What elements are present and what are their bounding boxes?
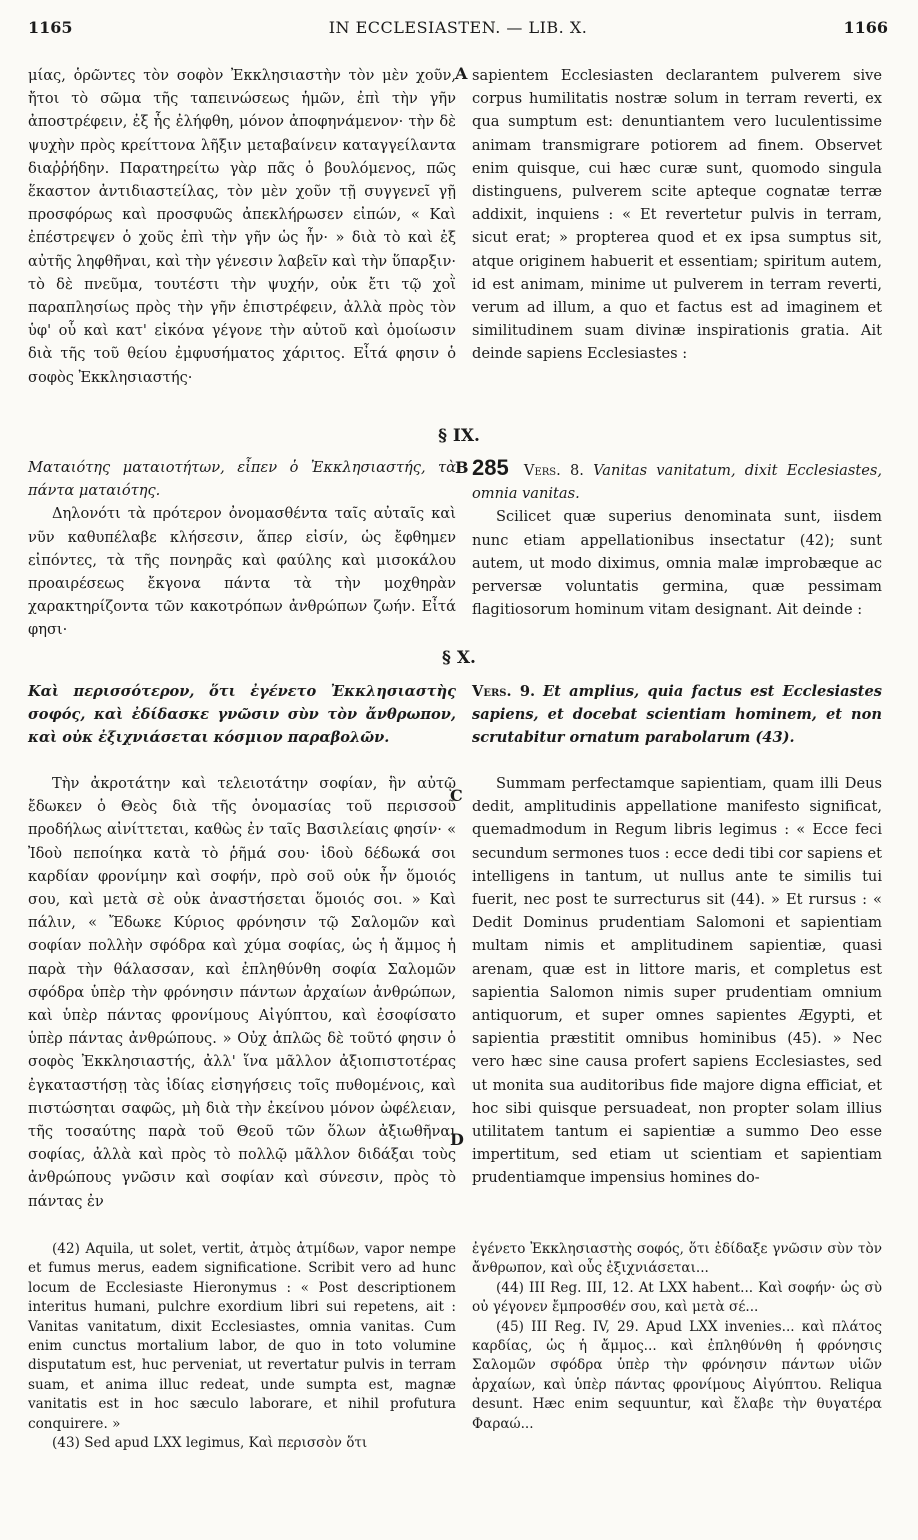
section-title-ix: § IX. — [438, 426, 480, 446]
latin-paragraph: sapientem Ecclesiasten declarantem pulverem sive corpus humilitatis nostræ solum in terram reverti, ex qua sumptum est: denuntiantem vero luculentissime animam transmigrare potiorem ad finem. Observet enim quisque, cui hæc curæ sunt, quomodo singula distinguens, pulverem scite apteque cognatæ terræ addixit, inquiens : « Et revertetur pulvis in terram, sicut erat; » propterea quod et ex ipsa sumptus sit, atque originem habuerit et essentiam; spiritum autem, id est animam, minime ut pulverem in terram reverti, verum ad illum, a quo et factus est ad imaginem et similitudinem suam divinæ inspirationis gratia. Ait deinde sapiens Ecclesiastes : — [472, 67, 882, 363]
page-number-right: 1166 — [843, 18, 888, 37]
footnote-43-continued: ἐγένετο Ἐκκλησιαστὴς σοφός, ὅτι ἐδίδαξε γνῶσιν σὺν τὸν ἄνθρωπον, καὶ οὖς ἐξιχνιάσεται... — [472, 1241, 882, 1277]
greek-column-ix — [28, 456, 456, 642]
greek-paragraph: Δηλονότι τὰ πρότερον ὀνομασθέντα ταῖς αὐταῖς καὶ νῦν καθυπέλαβε κλήσεσιν, ἅπερ εἰσίν, ὡς ἔφθημεν εἰπόντες, τὰ τῆς πονηρᾶς καὶ φαύλης καὶ μισοκάλου προαιρέσεως ἔκγονα πάντα τὰ τὴν μοχθηρὰν χαρακτηρίζοντα τῶν κακοτρόπων ἀνθρώπων ζωήν. Εἶτά φησι· — [28, 505, 456, 639]
margin-marker-b: B — [455, 458, 469, 477]
greek-column-x-lemma — [28, 680, 456, 750]
greek-paragraph: μίας, ὁρῶντες τὸν σοφὸν Ἐκκλησιαστὴν τὸν μὲν χοῦν, ἤτοι τὸ σῶμα τῆς ταπεινώσεως ἡμῶν, ἐπὶ τὴν γῆν ἀποστρέφειν, ἐξ ἧς ἐλήφθη, μόνον ἀποφηνάμενον· τὴν δὲ ψυχὴν πρὸς κρείττονα λῆξιν μεταβαίνειν καταγγείλαντα διαῤῥήδην. Παρατηρείτω γὰρ πᾶς ὁ βουλόμενος, πῶς ἕκαστον ἀντιδιαστείλας, τὸν μὲν χοῦν τῇ συγγενεῖ γῇ προσφόρως καὶ προσφυῶς ἀπεκλήρωσεν εἰπών, « Καὶ ἐπέστρεψεν ὁ χοῦς ἐπὶ τὴν γῆν ὡς ἦν· » διὰ τὸ καὶ ἐξ αὐτῆς ληφθῆναι, καὶ τὴν γένεσιν λαβεῖν καὶ τὴν ὕπαρξιν· τὸ δὲ πνεῦμα, τουτέστι τὴν ψυχήν, οὐκ ἔτι τῷ χοῒ παραπλησίως πρὸς τὴν γῆν ἐπιστρέφειν, ἀλλὰ πρὸς τὸν ὑφ' οὗ καὶ κατ' εἰκόνα γέγονε τὴν αὐτοῦ καὶ ὁμοίωσιν διὰ τῆς τοῦ θείου ἐμφυσήματος χάριτος. Εἶτά φησιν ὁ σοφὸς Ἐκκλησιαστής· — [28, 67, 456, 386]
footnote-45: (45) III Reg. IV, 29. Apud LXX invenies... καὶ πλάτος καρδίας, ὡς ἡ ἄμμος... καὶ ἐπληθύνθη ἡ φρόνησις Σαλομῶν σφόδρα ὑπὲρ τὴν φρόνησιν πάντων υἱῶν ἀρχαίων, καὶ ὑπὲρ πάντας φρονίμους Αἰγύπτου. Reliqua desunt. Hæc enim sequuntur, καὶ ἔλαβε τὴν θυγατέρα Φαραώ... — [472, 1318, 882, 1432]
margin-marker-a: A — [455, 64, 468, 83]
footnotes-left — [28, 1240, 456, 1453]
running-title: IN ECCLESIASTEN. — LIB. X. — [328, 18, 588, 37]
greek-column-x — [28, 772, 456, 1213]
margin-marker-c: C — [450, 786, 463, 805]
latin-paragraph: Scilicet quæ superius denominata sunt, iisdem nunc etiam appellationibus insectatur (42); sunt autem, ut modo diximus, omnia malæ improbæque ac perversæ voluntatis germina, quæ pessimam flagitiosorum hominum vitam designant. Ait deinde : — [472, 508, 882, 619]
verse-number: 285 — [472, 455, 509, 480]
latin-column-ix — [472, 456, 882, 621]
latin-paragraph: Summam perfectamque sapientiam, quam illi Deus dedit, amplitudinis appellatione manifesto significat, quemadmodum in Regum libris legimus : « Ecce feci secundum sermones tuos : ecce dedi tibi cor sapiens et intelligens in tantum, ut nullus ante te similis tui fuerit, nec post te surrecturus sit (44). » Et rursus : « Dedit Dominus prudentiam Salomoni et sapientiam multam nimis et amplitudinem sapientiæ, quasi arenam, quæ est in littore maris, et completus est sapientia Salomon nimis super prudentiam omnium antiquorum, et super omnes sapientes Ægypti, et sapientia præstitit omnibus hominibus (45). » Nec vero hæc sine causa profert sapiens Ecclesiastes, sed ut monita sua auditoribus fide majore digna efficiat, et hoc sibi quisque persuadeat, non propter solam illius utilitatem tantum ei sapientiæ a summo Deo esse impertitum, sed etiam ut scientiam et sapientiam prudentiamque impensius homines do- — [472, 775, 882, 1187]
footnote-43: (43) Sed apud LXX legimus, Καὶ περισσὸν ὅτι — [52, 1435, 368, 1452]
footnote-42: (42) Aquila, ut solet, vertit, ἀτμὸς ἀτμίδων, vapor nempe et fumus merus, eadem significatione. Scribit vero ad hunc locum de Ecclesiaste Hieronymus : « Post descriptionem interitus humani, pulchre exordium libri sui repetens, ait : Vanitas vanitatum, dixit Ecclesiastes, omnia vanitas. Cum enim cunctus mortalium labor, de quo in toto volumine disputatum est, huc perveniat, ut revertatur pulvis in terram suam, et anima illuc redeat, unde sumpta est, magnæ vanitatis est in hoc sæculo laborare, et nihil profutura conquirere. » — [28, 1241, 456, 1432]
verse-label: Vers. 8. — [523, 462, 584, 479]
latin-column-x-lemma — [472, 680, 882, 750]
section-title-x: § X. — [442, 648, 476, 668]
margin-marker-d: D — [450, 1130, 464, 1149]
greek-paragraph: Τὴν ἀκροτάτην καὶ τελειοτάτην σοφίαν, ἣν αὐτῷ ἔδωκεν ὁ Θεὸς διὰ τῆς ὀνομασίας τοῦ περισσοῦ προδήλως αἰνίττεται, καθὼς ἐν ταῖς Βασιλείαις φησίν· « Ἰδοὺ πεποίηκα κατὰ τὸ ῥῆμά σου· ἰδοὺ δέδωκά σοι καρδίαν φρονίμην καὶ σοφήν, πρὸ σοῦ οὐκ ἦν ὅμοιός σου, καὶ μετὰ σὲ οὐκ ἀναστήσεται ὅμοιός σοι. » Καὶ πάλιν, « Ἔδωκε Κύριος φρόνησιν τῷ Σαλομῶν καὶ σοφίαν πολλὴν σφόδρα καὶ χύμα σοφίας, ὡς ἡ ἄμμος ἡ παρὰ τὴν θάλασσαν, καὶ ἐπληθύνθη σοφία Σαλομῶν σφόδρα ὑπὲρ τὴν φρόνησιν πάντων ἀρχαίων ἀνθρώπων, καὶ ὑπὲρ πάντας φρονίμους Αἰγύπτου, καὶ ἐσοφίσατο ὑπὲρ πάντας ἀνθρώπους. » Οὐχ ἁπλῶς δὲ τοῦτό φησιν ὁ σοφὸς Ἐκκλησιαστής, ἀλλ' ἵνα μᾶλλον ἀξιοπιστοτέρας ἐγκαταστήσῃ τὰς ἰδίας εἰσηγήσεις τοῖς πυθομένοις, καὶ πιστώσηται σαφῶς, μὴ διὰ τὴν ἐκείνου μόνον ὠφέλειαν, τῆς τοσαύτης παρὰ τοῦ Θεοῦ τῶν ὅλων ἀξιωθῆναι σοφίας, ἀλλὰ καὶ πρὸς τὸ πολλῷ μᾶλλον διδάξαι τοὺς ἀνθρώπους γνῶσιν καὶ σοφίαν καὶ σύνεσιν, πρὸς τὸ πάντας ἐν — [28, 775, 456, 1210]
greek-lemma: Ματαιότης ματαιοτήτων, εἶπεν ὁ Ἐκκλησιαστής, τὰ πάντα ματαιότης. — [28, 459, 456, 500]
running-head — [28, 14, 888, 40]
verse-label: Vers. 9. — [472, 683, 536, 700]
footnote-44: (44) III Reg. III, 12. At LXX habent... Καὶ σοφήν· ὡς σὺ οὐ γέγονεν ἔμπροσθέν σου, καὶ μετὰ σέ... — [472, 1279, 882, 1316]
latin-column-intro — [472, 64, 882, 366]
greek-lemma: Καὶ περισσότερον, ὅτι ἐγένετο Ἐκκλησιαστὴς σοφός, καὶ ἐδίδασκε γνῶσιν σὺν τὸν ἄνθρωπον, καὶ οὐκ ἐξιχνιάσεται κόσμιον παραβολῶν. — [28, 683, 456, 747]
footnotes-right — [472, 1240, 882, 1434]
latin-lemma: Et amplius, quia factus est Ecclesiastes sapiens, et docebat scientiam hominem, et non scrutabitur ornatum parabolarum (43). — [472, 683, 883, 747]
page-number-left: 1165 — [28, 18, 73, 37]
latin-lemma: Vanitas vanitatum, dixit Ecclesiastes, omnia vanitas. — [472, 462, 883, 503]
greek-column-intro — [28, 64, 456, 389]
latin-column-x — [472, 772, 882, 1190]
